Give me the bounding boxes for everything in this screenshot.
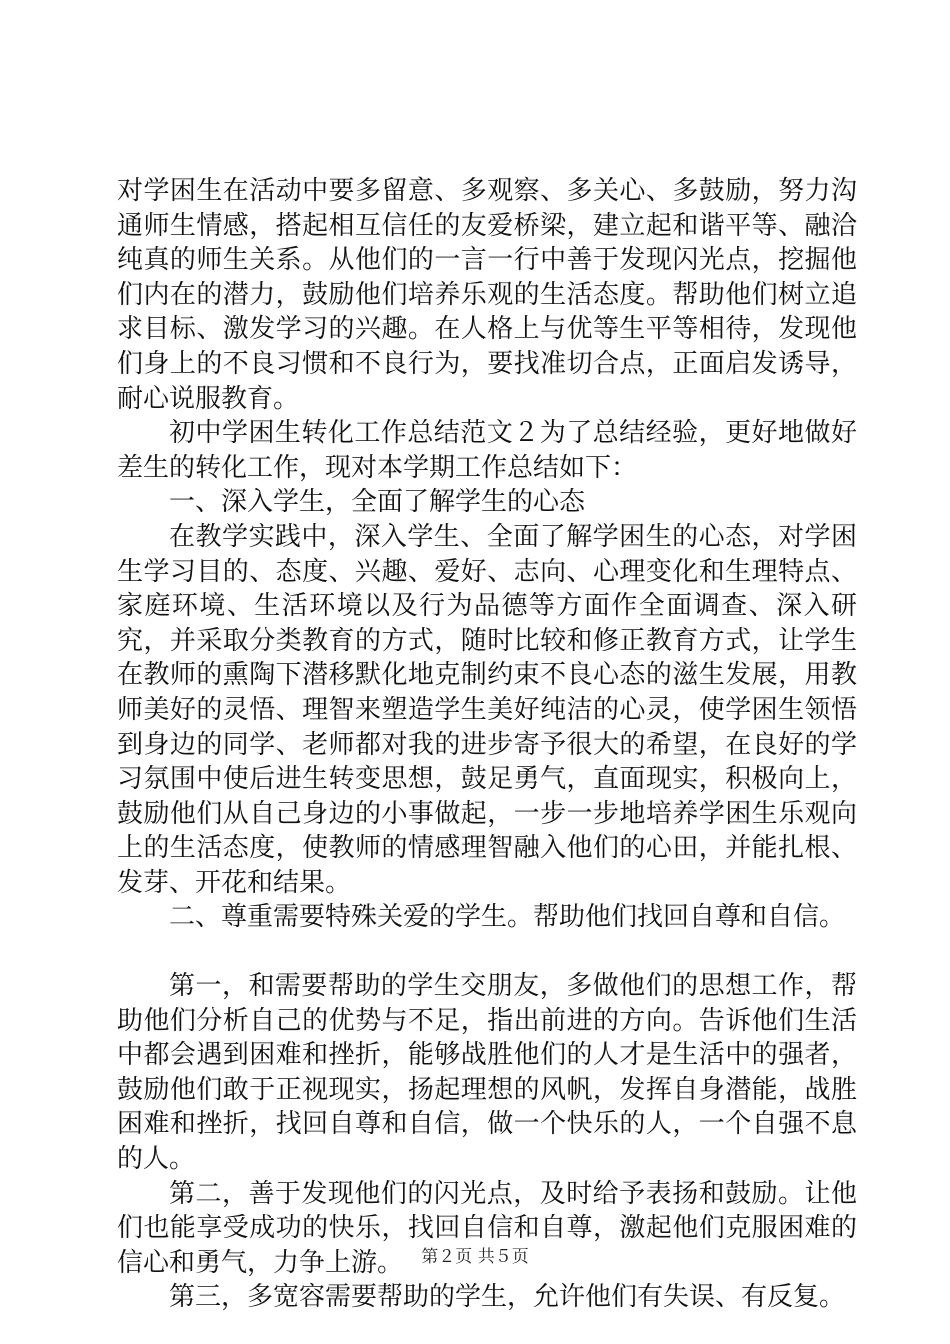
section-heading-1: 一、深入学生，全面了解学生的心态: [169, 487, 586, 518]
page-footer: 第２页 共５页: [421, 1247, 529, 1267]
section-heading-2: 二、尊重需要特殊关爱的学生。帮助他们找回自尊和自信。: [169, 902, 846, 933]
paragraph-5: 第二，善于发现他们的闪光点，及时给予表扬和鼓励。让他们也能享受成功的快乐，找回自信和自尊，激起他们克服困难的信心和勇气，力争上游。: [117, 1178, 857, 1278]
document-body: [117, 174, 857, 1315]
paragraph-3: 在教学实践中，深入学生、全面了解学困生的心态，对学困生学习目的、态度、兴趣、爱好、志向、心理变化和生理特点、家庭环境、生活环境以及行为品德等方面作全面调查、深入研究，并采取分类教育的方式，随时比较和修正教育方式，让学生在教师的熏陶下潜移默化地克制约束不良心态的滋生发展，用教师美好的灵悟、理智来塑造学生美好纯洁的心灵，使学困生领悟到身边的同学、老师都对我的进步寄予很大的希望，在良好的学习氛围中使后进生转变思想，鼓足勇气，直面现实，积极向上，鼓励他们从自己身边的小事做起，一步一步地培养学困生乐观向上的生活态度，使教师的情感理智融入他们的心田，并能扎根、发芽、开花和结果。: [117, 521, 857, 898]
paragraph-spacer: [117, 935, 857, 969]
paragraph-1: 对学困生在活动中要多留意、多观察、多关心、多鼓励，努力沟通师生情感，搭起相互信任的友爱桥梁，建立起和谐平等、融洽纯真的师生关系。从他们的一言一行中善于发现闪光点，挖掘他们内在的潜力，鼓励他们培养乐观的生活态度。帮助他们树立追求目标、激发学习的兴趣。在人格上与优等生平等相待，发现他们身上的不良习惯和不良行为，要找准切合点，正面启发诱导，耐心说服教育。: [117, 176, 857, 414]
paragraph-2: 初中学困生转化工作总结范文２为了总结经验，更好地做好差生的转化工作，现对本学期工作总结如下：: [117, 418, 857, 483]
paragraph-4: 第一，和需要帮助的学生交朋友，多做他们的思想工作，帮助他们分析自己的优势与不足，指出前进的方向。告诉他们生活中都会遇到困难和挫折，能够战胜他们的人才是生活中的强者，鼓励他们敢于正视现实，扬起理想的风帆，发挥自身潜能，战胜困难和挫折，找回自尊和自信，做一个快乐的人，一个自强不息的人。: [117, 971, 857, 1175]
paragraph-6: 第三，多宽容需要帮助的学生，允许他们有失误、有反复。: [169, 1282, 846, 1313]
